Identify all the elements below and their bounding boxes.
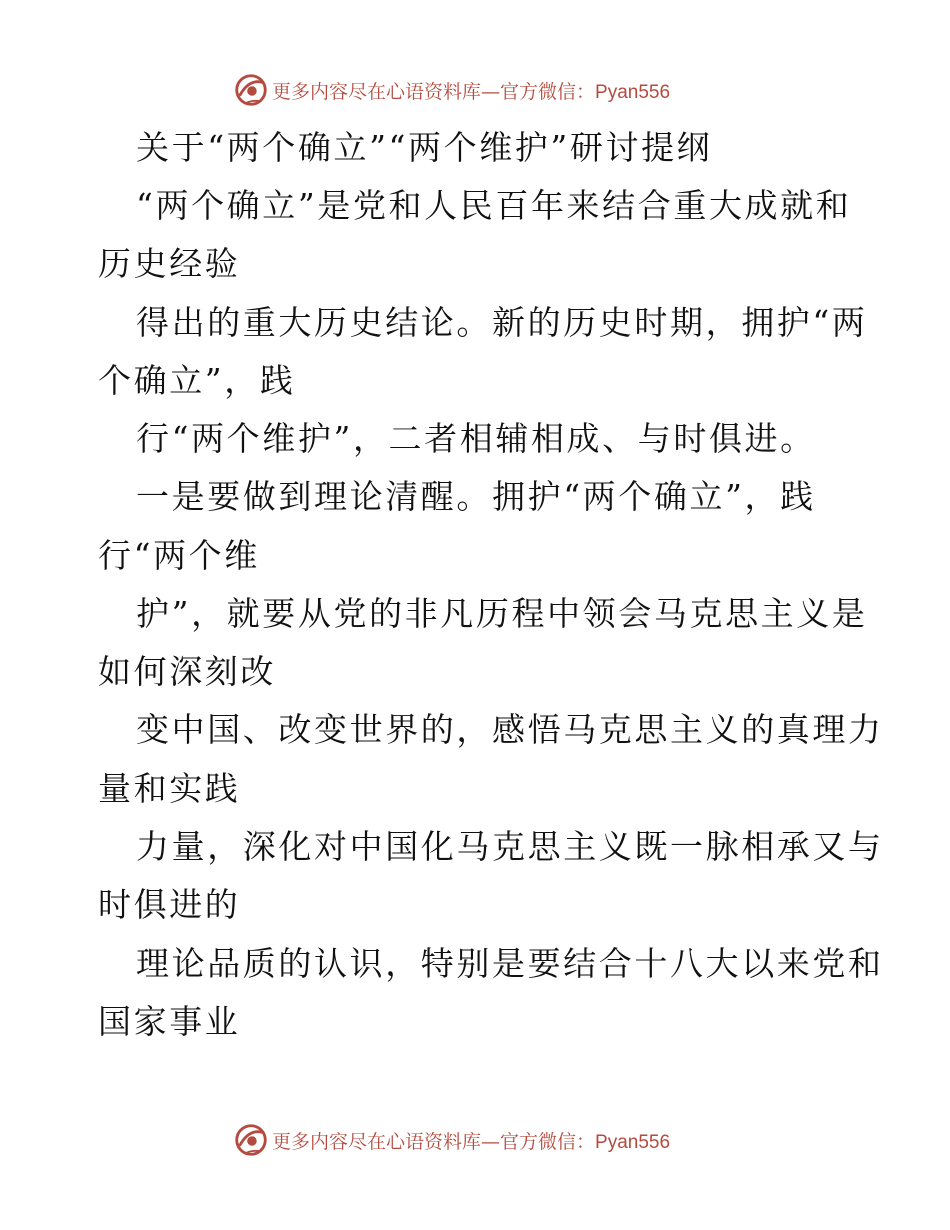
paragraph-line: 力量，深化对中国化马克思主义既一脉相承又与 bbox=[136, 827, 884, 866]
paragraph-line: 个确立”，践 bbox=[98, 361, 296, 400]
paragraph-line: 如何深刻改 bbox=[98, 652, 276, 691]
swirl-dot-logo-icon bbox=[232, 1121, 270, 1159]
paragraph-line: 理论品质的认识，特别是要结合十八大以来党和 bbox=[136, 944, 884, 983]
paragraph-line: 护”，就要从党的非凡历程中领会马克思主义是 bbox=[136, 594, 868, 633]
document-title: 关于“两个确立”“两个维护”研讨提纲 bbox=[136, 128, 713, 167]
paragraph-line: 行“两个维护”，二者相辅相成、与时俱进。 bbox=[136, 419, 816, 458]
paragraph-line: 一是要做到理论清醒。拥护“两个确立”，践 bbox=[136, 477, 816, 516]
header-wechat-id: Pyan556 bbox=[595, 81, 671, 103]
footer-watermark-text: 更多内容尽在心语资料库—官方微信：Pyan556 bbox=[272, 1130, 671, 1153]
header-watermark-banner bbox=[232, 70, 712, 110]
header-watermark-text: 更多内容尽在心语资料库—官方微信：Pyan556 bbox=[272, 80, 671, 103]
paragraph-line: 时俱进的 bbox=[98, 885, 241, 924]
paragraph-line: 历史经验 bbox=[98, 244, 241, 283]
paragraph-line: 行“两个维 bbox=[98, 536, 260, 575]
paragraph-line: 得出的重大历史结论。新的历史时期，拥护“两 bbox=[136, 303, 868, 342]
paragraph-line: 国家事业 bbox=[98, 1002, 241, 1041]
paragraph-line: 量和实践 bbox=[98, 769, 241, 808]
paragraph-line: “两个确立”是党和人民百年来结合重大成就和 bbox=[136, 186, 852, 225]
swirl-dot-logo-icon bbox=[232, 71, 270, 109]
footer-watermark-banner bbox=[232, 1120, 712, 1160]
paragraph-line: 变中国、改变世界的，感悟马克思主义的真理力 bbox=[136, 710, 884, 749]
footer-wechat-id: Pyan556 bbox=[595, 1131, 671, 1153]
